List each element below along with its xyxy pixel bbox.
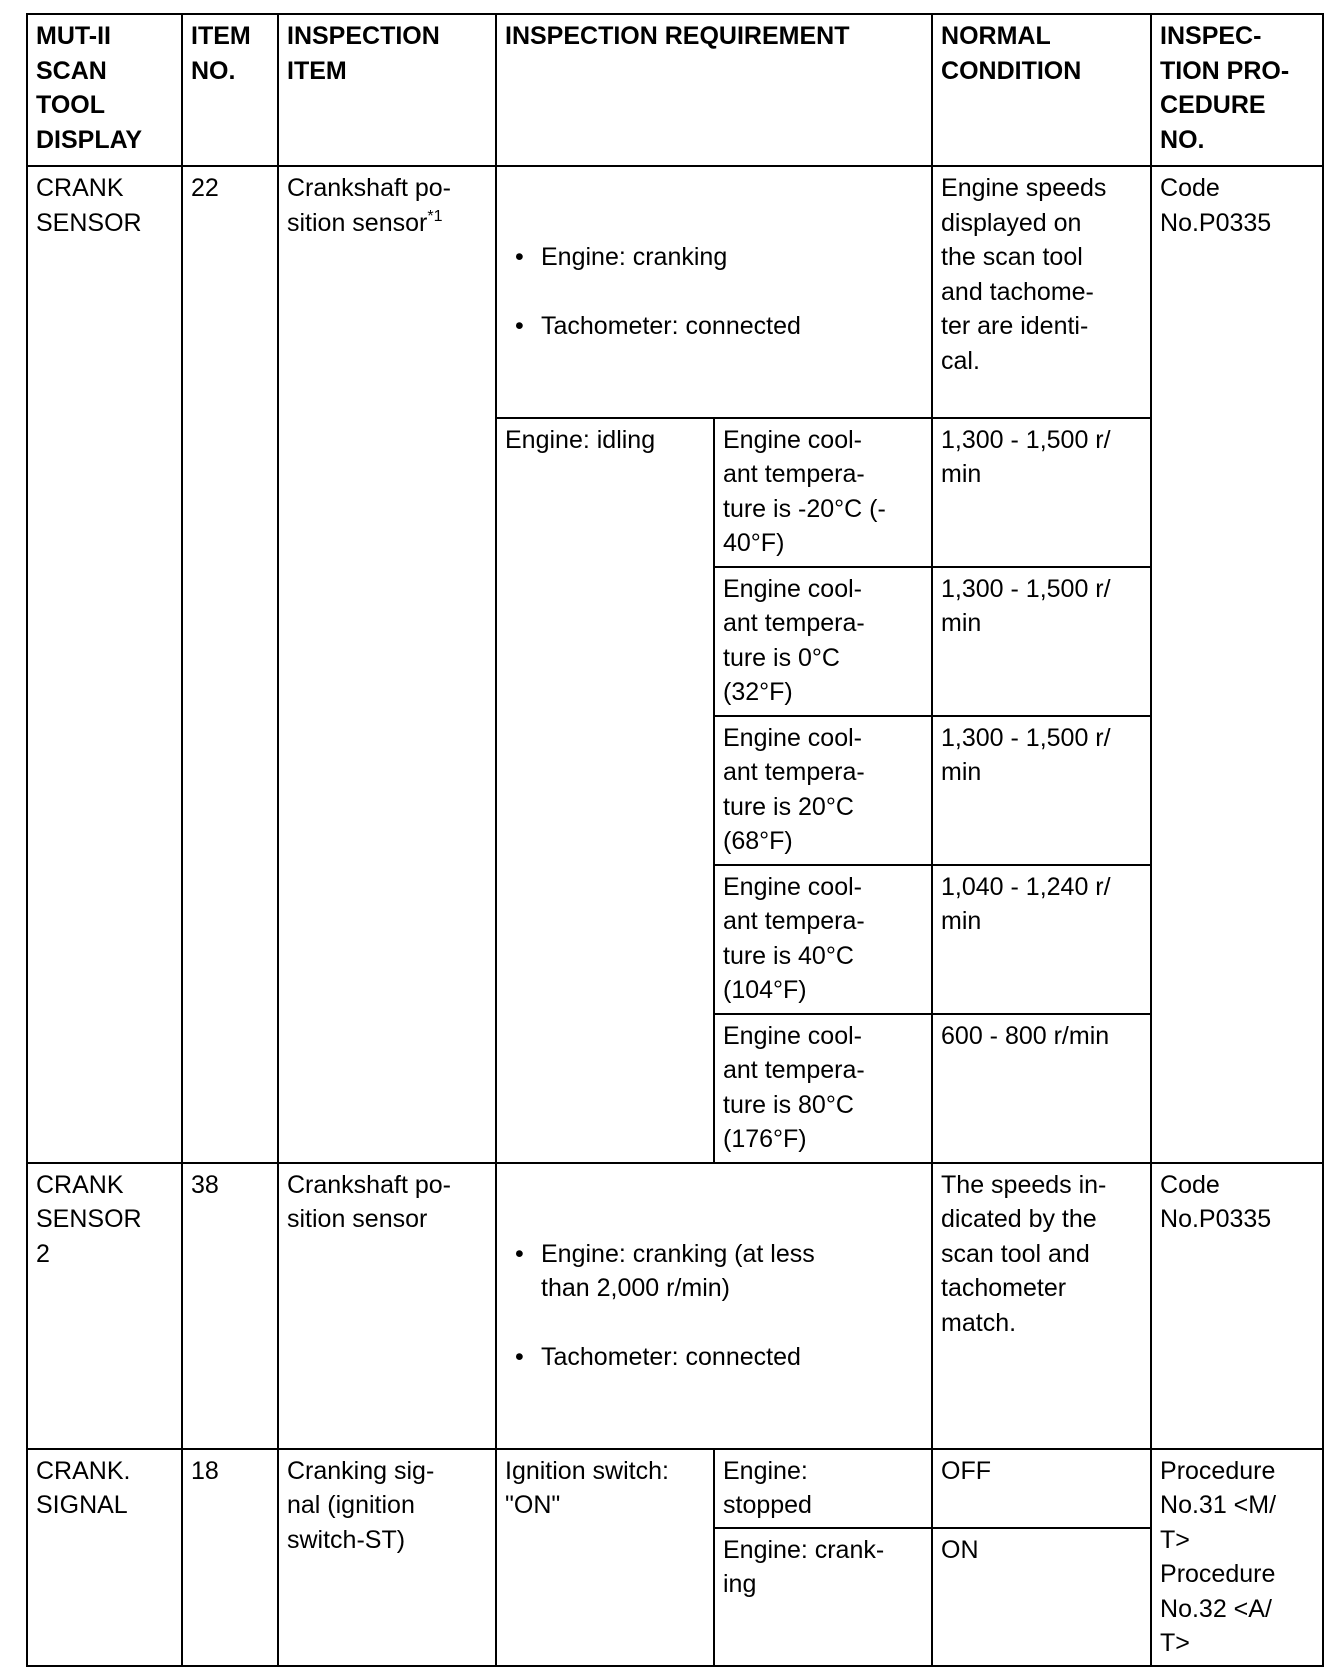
condition-cell: Engine cool- ant tempera- ture is 80°C (176°F) xyxy=(714,1014,932,1163)
table-row xyxy=(27,1163,1323,1449)
condition-cell: Engine cool- ant tempera- ture is 20°C (68°F) xyxy=(714,716,932,865)
requirement-item: • Tachometer: connected xyxy=(505,1340,924,1375)
inspection-item-cell xyxy=(278,166,496,1163)
condition-group-cell: Ignition switch: "ON" xyxy=(496,1449,714,1666)
requirement-item: • Engine: cranking xyxy=(505,240,924,275)
scan-tool-display-cell: CRANK. SIGNAL xyxy=(27,1449,182,1666)
header-procedure-no: INSPEC- TION PRO- CEDURE NO. xyxy=(1151,14,1323,166)
inspection-item-text: Crankshaft po- sition sensor xyxy=(287,174,451,237)
normal-condition-cell: ON xyxy=(932,1528,1151,1666)
table-row xyxy=(27,1449,1323,1528)
condition-cell: Engine cool- ant tempera- ture is -20°C (- 40°F) xyxy=(714,418,932,567)
normal-condition-cell: 1,040 - 1,240 r/ min xyxy=(932,865,1151,1014)
normal-condition-cell: The speeds in- dicated by the scan tool and tachometer match. xyxy=(932,1163,1151,1449)
normal-condition-cell: 1,300 - 1,500 r/ min xyxy=(932,567,1151,716)
scan-tool-display-cell: CRANK SENSOR 2 xyxy=(27,1163,182,1449)
footnote-marker: *1 xyxy=(427,207,443,225)
requirement-list xyxy=(505,206,924,379)
condition-cell: Engine cool- ant tempera- ture is 40°C (104°F) xyxy=(714,865,932,1014)
header-inspection-item: INSPECTION ITEM xyxy=(278,14,496,166)
requirement-item: • Engine: cranking (at less than 2,000 r/min) xyxy=(505,1237,924,1306)
condition-group-cell: Engine: idling xyxy=(496,418,714,1163)
normal-condition-cell: 1,300 - 1,500 r/ min xyxy=(932,418,1151,567)
condition-cell: Engine cool- ant tempera- ture is 0°C (32°F) xyxy=(714,567,932,716)
inspection-item-cell: Crankshaft po- sition sensor xyxy=(278,1163,496,1449)
item-no-cell: 22 xyxy=(182,166,278,1163)
normal-condition-cell: 600 - 800 r/min xyxy=(932,1014,1151,1163)
header-normal-condition: NORMAL CONDITION xyxy=(932,14,1151,166)
item-no-cell: 38 xyxy=(182,1163,278,1449)
inspection-requirement-cell xyxy=(496,166,932,418)
inspection-item-cell: Cranking sig- nal (ignition switch-ST) xyxy=(278,1449,496,1666)
normal-condition-cell: Engine speeds displayed on the scan tool and tachome- ter are identi- cal. xyxy=(932,166,1151,418)
table-row xyxy=(27,166,1323,418)
normal-condition-cell: 1,300 - 1,500 r/ min xyxy=(932,716,1151,865)
header-row xyxy=(27,14,1323,166)
procedure-no-cell: Procedure No.31 <M/ T> Procedure No.32 <A/ T> xyxy=(1151,1449,1323,1666)
item-no-cell: 18 xyxy=(182,1449,278,1666)
header-item-no: ITEM NO. xyxy=(182,14,278,166)
inspection-table xyxy=(26,13,1324,1667)
requirement-item: • Tachometer: connected xyxy=(505,309,924,344)
condition-cell: Engine: crank- ing xyxy=(714,1528,932,1666)
requirement-list xyxy=(505,1202,924,1409)
procedure-no-cell: Code No.P0335 xyxy=(1151,1163,1323,1449)
inspection-requirement-cell xyxy=(496,1163,932,1449)
condition-cell: Engine: stopped xyxy=(714,1449,932,1528)
normal-condition-cell: OFF xyxy=(932,1449,1151,1528)
procedure-no-cell: Code No.P0335 xyxy=(1151,166,1323,1163)
header-display: MUT-II SCAN TOOL DISPLAY xyxy=(27,14,182,166)
scan-tool-display-cell: CRANK SENSOR xyxy=(27,166,182,1163)
header-inspection-requirement: INSPECTION REQUIREMENT xyxy=(496,14,932,166)
